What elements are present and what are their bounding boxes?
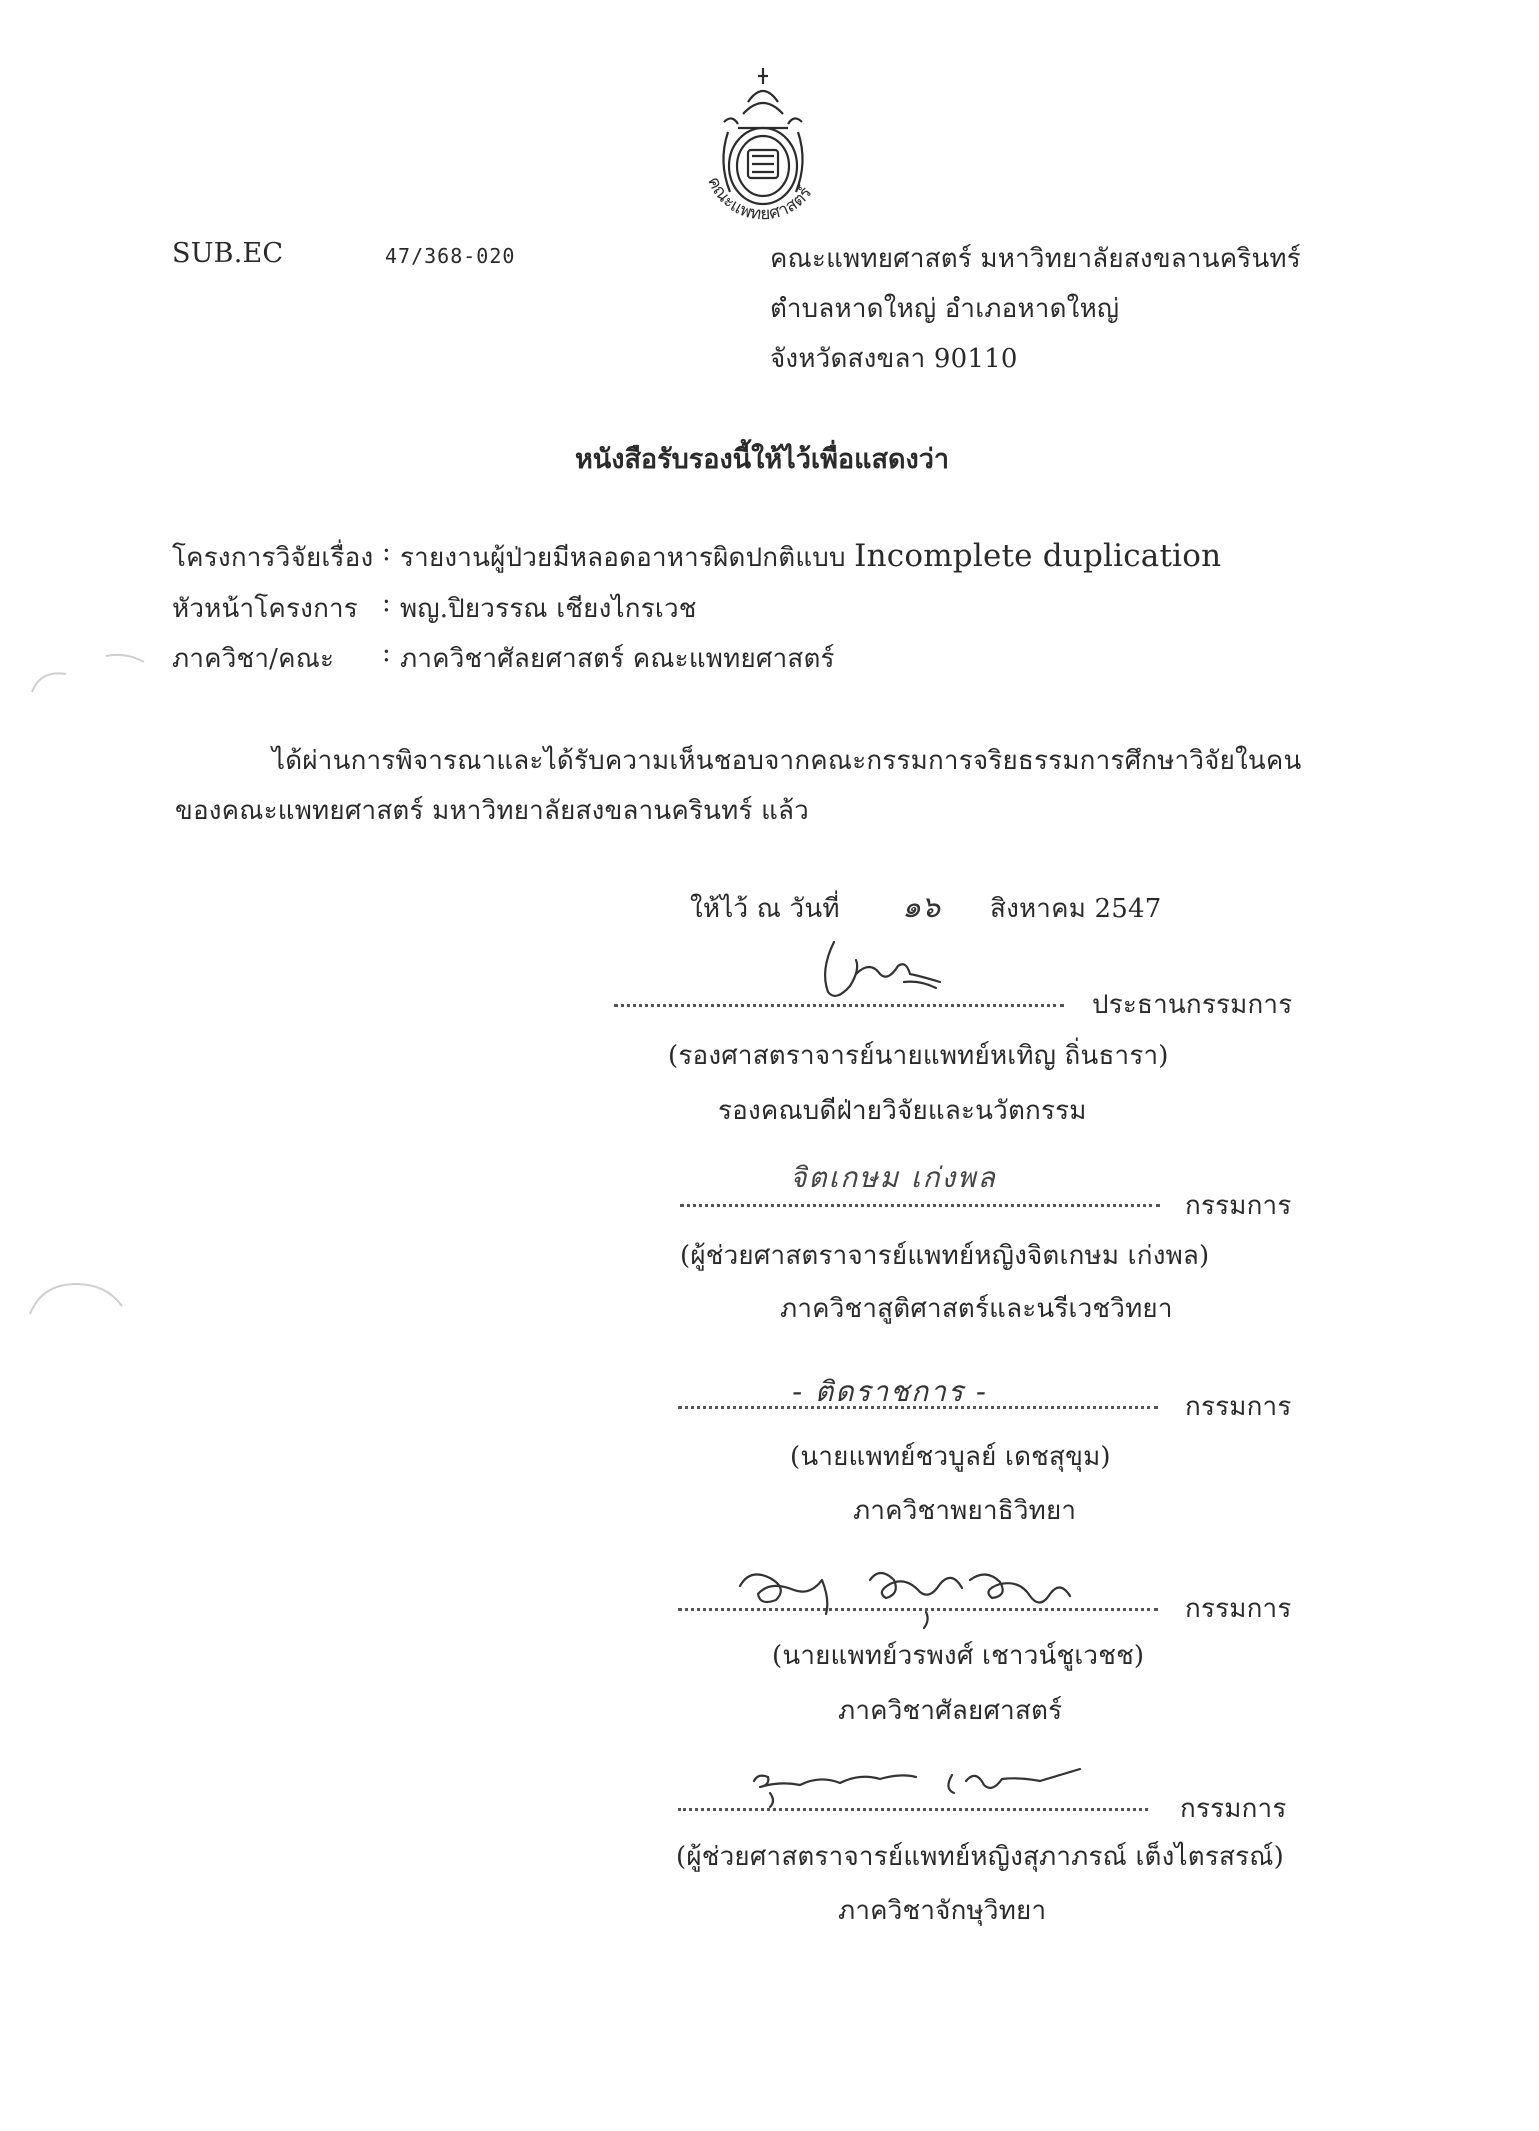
signature-line <box>678 1406 1158 1409</box>
signatory-4-position: ภาควิชาศัลยศาสตร์ <box>838 1696 1063 1726</box>
signatory-3-role: กรรมการ <box>1185 1392 1292 1422</box>
signatory-2-name: (ผู้ช่วยศาสตราจารย์แพทย์หญิงจิตเกษม เก่งพล) <box>680 1241 1210 1271</box>
address-line-1: คณะแพทยศาสตร์ มหาวิทยาลัยสงขลานครินทร์ <box>770 244 1301 274</box>
body-line-1: ได้ผ่านการพิจารณาและได้รับความเห็นชอบจากคณะกรรมการจริยธรรมการศึกษาวิจัยในคน <box>272 746 1302 776</box>
date-day-handwritten: ๑๖ <box>902 890 941 925</box>
signatory-5-position: ภาควิชาจักษุวิทยา <box>838 1896 1047 1926</box>
seal-arc-text: คณะแพทยศาสตร์ <box>703 173 817 225</box>
signatory-3-position: ภาควิชาพยาธิวิทยา <box>853 1496 1077 1526</box>
field-lead-colon: : <box>382 588 391 618</box>
signature-line <box>614 1004 1064 1007</box>
date-month-year: สิงหาคม 2547 <box>990 894 1162 924</box>
signature-line <box>678 1608 1158 1611</box>
field-project-value <box>400 537 1221 578</box>
signatory-2-handwritten-signature: จิตเกษม เก่งพล <box>790 1161 997 1194</box>
signatory-4-role: กรรมการ <box>1185 1594 1292 1624</box>
field-dept-label: ภาควิชา/คณะ <box>172 644 335 674</box>
signatory-1-position: รองคณบดีฝ่ายวิจัยและนวัตกรรม <box>718 1096 1087 1126</box>
field-lead-label: หัวหน้าโครงการ <box>172 594 358 624</box>
faculty-seal-logo <box>688 62 838 232</box>
signatory-1-role: ประธานกรรมการ <box>1092 990 1293 1020</box>
signatory-2-role: กรรมการ <box>1185 1191 1292 1221</box>
hole-punch-mark <box>26 1270 126 1320</box>
signatory-5-role: กรรมการ <box>1180 1794 1287 1824</box>
field-project-colon: : <box>382 537 391 567</box>
signatory-2-position: ภาควิชาสูติศาสตร์และนรีเวชวิทยา <box>780 1294 1173 1324</box>
signature-line <box>678 1808 1148 1811</box>
certificate-title: หนังสือรับรองนี้ให้ไว้เพื่อแสดงว่า <box>575 444 950 475</box>
date-prefix: ให้ไว้ ณ วันที่ <box>690 894 840 924</box>
signatory-3-name: (นายแพทย์ชวบูลย์ เดชสุขุม) <box>790 1442 1111 1472</box>
signatory-1-name: (รองศาสตราจารย์นายแพทย์หเทิญ ถิ่นธารา) <box>668 1041 1169 1071</box>
field-lead-value: พญ.ปิยวรรณ เชียงไกรเวช <box>400 594 697 624</box>
signatory-4-name: (นายแพทย์วรพงศ์ เชาวน์ชูเวชช) <box>772 1641 1145 1671</box>
body-line-2: ของคณะแพทยศาสตร์ มหาวิทยาลัยสงขลานครินทร์ แล้ว <box>175 796 809 826</box>
signatory-3-handwritten-note: - ติดราชการ - <box>792 1375 988 1408</box>
signature-line <box>680 1204 1160 1207</box>
field-dept-value: ภาควิชาศัลยศาสตร์ คณะแพทยศาสตร์ <box>400 644 835 674</box>
field-dept-colon: : <box>382 638 391 668</box>
field-project-value-en: Incomplete duplication <box>854 538 1222 574</box>
signature-committee-4 <box>730 1550 1130 1630</box>
address-line-2: ตำบลหาดใหญ่ อำเภอหาดใหญ่ <box>770 294 1120 324</box>
field-project-value-th: รายงานผู้ป่วยมีหลอดอาหารผิดปกติแบบ <box>400 543 846 573</box>
signature-committee-5 <box>740 1745 1120 1815</box>
signatory-5-name: (ผู้ช่วยศาสตราจารย์แพทย์หญิงสุภาภรณ์ เต็งไตรสรณ์) <box>676 1842 1284 1872</box>
ref-number: 47/368-020 <box>385 244 516 268</box>
ref-code: SUB.EC <box>172 238 284 269</box>
address-line-3: จังหวัดสงขลา 90110 <box>770 344 1018 374</box>
field-project-label: โครงการวิจัยเรื่อง <box>172 543 374 573</box>
hole-punch-mark <box>26 648 146 708</box>
signature-chairman <box>810 930 960 1010</box>
